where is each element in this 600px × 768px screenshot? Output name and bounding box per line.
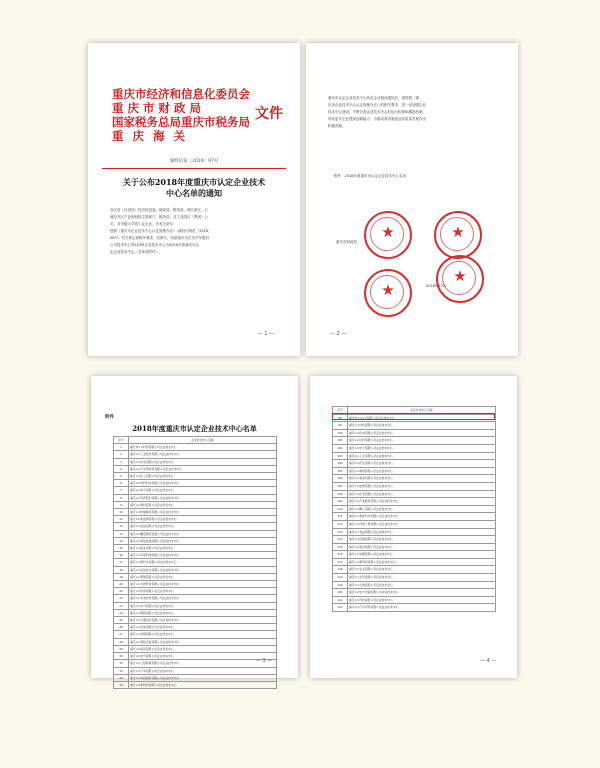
row-number: 103 (333, 452, 348, 460)
table-row (114, 487, 277, 494)
row-number: 29 (114, 645, 129, 652)
row-number: 117 (333, 558, 348, 566)
body-line: 06号）有关规定和程序要求，经研究，同意重庆市长安汽车股份 (110, 236, 209, 240)
company-name: 重庆××机电有限公司企业技术中心 (129, 458, 277, 465)
row-number: 12 (114, 523, 129, 530)
official-seal: ★ (436, 255, 484, 303)
row-number: 13 (114, 530, 129, 537)
closing-body (328, 95, 498, 130)
table-row (114, 674, 277, 681)
issue-date: 2018年12月 (426, 284, 447, 288)
issuer-4: 重庆海关 (112, 129, 194, 143)
company-name: 重庆××电子有限公司企业技术中心 (348, 444, 496, 452)
row-number: 108 (333, 490, 348, 498)
document-page-2 (306, 43, 518, 356)
table-row (114, 653, 277, 660)
body-line: 定企业技术中心（名单见附件）。 (110, 250, 163, 254)
notice-body (110, 207, 280, 256)
row-number: 109 (333, 498, 348, 506)
table-row (333, 543, 496, 551)
table-row (114, 552, 277, 559)
red-divider (102, 168, 286, 169)
company-name: 重庆××实业有限公司企业技术中心 (348, 566, 496, 574)
row-number: 25 (114, 617, 129, 624)
company-list-table (113, 436, 277, 689)
notice-title-line-2: 中心名单的通知 (166, 188, 222, 198)
table-row (333, 452, 496, 460)
company-name: 重庆××机电有限公司企业技术中心 (348, 429, 496, 437)
row-number: 107 (333, 482, 348, 490)
company-name: 重庆××制造有限公司企业技术中心 (348, 467, 496, 475)
company-name: 重庆××科技有限公司企业技术中心 (348, 596, 496, 604)
issuer-1: 重庆市经济和信息化委员会 (112, 87, 250, 101)
row-number: 121 (333, 589, 348, 597)
row-number: 115 (333, 543, 348, 551)
company-name: 重庆××化学有限公司企业技术中心 (348, 490, 496, 498)
table-row (333, 490, 496, 498)
official-seal: ★ (434, 211, 482, 259)
company-name: 重庆××模具有限公司企业技术中心 (129, 645, 277, 652)
table-row (114, 545, 277, 552)
company-name: 重庆××化工有限公司企业技术中心 (129, 473, 277, 480)
official-seal: ★ (364, 269, 412, 317)
row-number: 8 (114, 494, 129, 501)
table-row (114, 451, 277, 458)
row-number: 106 (333, 475, 348, 483)
row-number: 14 (114, 537, 129, 544)
row-number: 116 (333, 551, 348, 559)
row-number: 102 (333, 444, 348, 452)
table-row (333, 460, 496, 468)
row-number: 19 (114, 573, 129, 580)
company-name: 重庆××能源有限公司企业技术中心 (348, 482, 496, 490)
table-row (114, 444, 277, 451)
attachment-line: 附件：2018年度重庆市认定企业技术中心名单 (334, 174, 406, 178)
row-number: 24 (114, 609, 129, 616)
row-number: 7 (114, 487, 129, 494)
body-line: 司，各市级大学园工业企业、各有关单位： (110, 222, 177, 226)
table-row (114, 660, 277, 667)
table-row (333, 467, 496, 475)
company-name: 重庆××新材料有限公司企业技术中心 (129, 681, 277, 688)
row-number: 18 (114, 566, 129, 573)
row-number: 113 (333, 528, 348, 536)
row-number: 23 (114, 602, 129, 609)
table-row (114, 473, 277, 480)
document-number: 渝经信发〔2018〕97号 (169, 159, 219, 164)
table-row (114, 588, 277, 595)
table-row (114, 523, 277, 530)
page-number: — 3 — (255, 658, 272, 664)
company-name: 重庆××工程机械有限公司企业技术中心 (129, 660, 277, 667)
company-name: 重庆××食品有限公司企业技术中心 (348, 528, 496, 536)
table-header-row (114, 437, 277, 444)
company-name: 重庆××科技有限公司企业技术中心 (348, 437, 496, 445)
table-row (114, 458, 277, 465)
company-name: 重庆××电力设备有限公司企业技术中心 (348, 589, 496, 597)
table-row (333, 604, 496, 612)
issuer-3: 国家税务总局重庆市税务局 (112, 115, 250, 129)
company-name: 重庆××生物有限公司企业技术中心 (348, 581, 496, 589)
company-name: 重庆××精工有限公司企业技术中心 (348, 505, 496, 513)
table-row (114, 559, 277, 566)
company-name: 重庆××药业有限公司企业技术中心 (348, 460, 496, 468)
company-name: 重庆××电器有限公司企业技术中心 (348, 551, 496, 559)
table-row (333, 596, 496, 604)
table-row (333, 513, 496, 521)
row-number: 10 (114, 509, 129, 516)
company-name: 重庆××电气有限公司企业技术中心 (129, 653, 277, 660)
row-number: 6 (114, 480, 129, 487)
company-name: 重庆××汽车配件有限公司企业技术中心 (348, 498, 496, 506)
company-name: 重庆××汽车有限公司企业技术中心 (129, 667, 277, 674)
table-row (114, 631, 277, 638)
company-name: 重庆××动力有限公司企业技术中心 (129, 602, 277, 609)
table-row (333, 589, 496, 597)
row-number: 20 (114, 581, 129, 588)
row-number: 2 (114, 451, 129, 458)
notice-title-line-1: 关于公布2018年度重庆市认定企业技术 (122, 177, 266, 187)
table-row (114, 602, 277, 609)
body-line: 技术中心建设，不断完善企业技术中心的运行机制和激励机制， (328, 110, 426, 114)
company-name: 重庆××材料有限公司企业技术中心 (348, 422, 496, 430)
row-number: 33 (114, 674, 129, 681)
table-row (114, 617, 277, 624)
row-number: 15 (114, 545, 129, 552)
body-line: 重庆市认定企业技术中心所在企业接此通知后，请按照《重 (328, 96, 419, 100)
company-name: 重庆××工业有限公司企业技术中心 (348, 452, 496, 460)
row-number: 105 (333, 467, 348, 475)
signature-left: 重庆市财政局 (336, 240, 357, 244)
table-row (333, 429, 496, 437)
table-row (114, 624, 277, 631)
company-name: 重庆××环境工程有限公司企业技术中心 (348, 520, 496, 528)
company-name: 重庆××汽车部件有限公司企业技术中心 (348, 604, 496, 612)
company-name: 重庆××仪器仪表有限公司企业技术中心 (129, 617, 277, 624)
row-number: 26 (114, 624, 129, 631)
body-line: 各区县（自治县）经济信息委、财政局、税务局、两江新区、万 (110, 208, 208, 212)
table-row (114, 480, 277, 487)
issuer-list (112, 87, 250, 143)
table-row (114, 573, 277, 580)
row-number: 28 (114, 638, 129, 645)
attachment-label: 附件 (105, 415, 114, 420)
company-name: 重庆市××科技有限公司企业技术中心 (129, 444, 277, 451)
highlighted-row-marker (332, 413, 495, 420)
company-name: 重庆××智能装备有限公司企业技术中心 (129, 537, 277, 544)
table-row (333, 581, 496, 589)
company-name: 重庆××包装有限公司企业技术中心 (129, 624, 277, 631)
page-number: — 2 — (330, 331, 347, 337)
document-page-3 (91, 376, 298, 687)
company-name: 重庆市××××有限公司企业技术中心 (348, 414, 496, 422)
table-row (114, 516, 277, 523)
document-page-1 (88, 43, 300, 356)
document-page-4 (310, 376, 517, 678)
table-row (114, 681, 277, 688)
row-number: 118 (333, 566, 348, 574)
official-seal: ★ (364, 211, 412, 259)
row-number: 3 (114, 458, 129, 465)
company-name: 重庆××信息技术有限公司企业技术中心 (129, 566, 277, 573)
body-line: 盛经开区产业和财政主管部门，税务局，各工业园区（集团）公 (110, 215, 208, 219)
company-name: 重庆××纺织有限公司企业技术中心 (129, 588, 277, 595)
company-name: 重庆××新能源有限公司企业技术中心 (129, 516, 277, 523)
company-name: 重庆××精密制造有限公司企业技术中心 (129, 530, 277, 537)
company-name: 重庆××建设有限公司企业技术中心 (348, 543, 496, 551)
table-row (333, 422, 496, 430)
company-name: 重庆××生物科技有限公司企业技术中心 (129, 581, 277, 588)
row-number: 120 (333, 581, 348, 589)
table-row (114, 530, 277, 537)
row-number: 98 (333, 414, 348, 422)
row-number: 16 (114, 552, 129, 559)
company-name: 重庆××摩托车有限公司企业技术中心 (129, 559, 277, 566)
table-row (114, 667, 277, 674)
column-header-name: 企业技术中心名称 (348, 407, 496, 415)
table-row (333, 444, 496, 452)
body-line: 公司技术中心等123家企业技术中心为2018年度重庆市认 (110, 243, 200, 247)
row-number: 111 (333, 513, 348, 521)
body-line: 积极贡献。 (328, 124, 346, 128)
row-number: 110 (333, 505, 348, 513)
table-row (333, 536, 496, 544)
row-number: 5 (114, 473, 129, 480)
row-number: 4 (114, 465, 129, 472)
row-number: 34 (114, 681, 129, 688)
row-number: 17 (114, 559, 129, 566)
table-row (333, 437, 496, 445)
row-number: 122 (333, 596, 348, 604)
company-name: 重庆××机械有限公司企业技术中心 (348, 536, 496, 544)
table-row (333, 475, 496, 483)
issuer-2: 重庆市财政局 (112, 101, 205, 115)
table-row (114, 501, 277, 508)
company-name: 重庆××建材有限公司企业技术中心 (129, 501, 277, 508)
column-header-no: 序号 (333, 407, 348, 415)
table-row (114, 638, 277, 645)
row-number: 27 (114, 631, 129, 638)
table-row (333, 528, 496, 536)
company-name: 重庆××玻璃有限公司企业技术中心 (129, 631, 277, 638)
page-number: — 4 — (480, 658, 497, 664)
row-number: 22 (114, 595, 129, 602)
document-label: 文件 (255, 106, 283, 122)
body-line: 庆市企业技术中心认定管理办法》的相关要求，进一步加强企业 (328, 103, 426, 107)
row-number: 99 (333, 422, 348, 430)
table-row (114, 645, 277, 652)
company-name: 重庆××光学有限公司企业技术中心 (348, 574, 496, 582)
table-row (114, 581, 277, 588)
row-number: 31 (114, 660, 129, 667)
row-number: 21 (114, 588, 129, 595)
column-header-no: 序号 (114, 437, 129, 444)
table-row (114, 537, 277, 544)
company-name: 重庆××科技股份有限公司企业技术中心 (129, 674, 277, 681)
company-name: 重庆××光电科技有限公司企业技术中心 (129, 595, 277, 602)
table-row (114, 465, 277, 472)
company-name: 重庆××汽车零部件有限公司企业技术中心 (129, 465, 277, 472)
table-row (333, 482, 496, 490)
company-name: 重庆××新材料有限公司企业技术中心 (348, 558, 496, 566)
row-number: 32 (114, 667, 129, 674)
table-row (333, 574, 496, 582)
notice-title (108, 177, 280, 199)
row-number: 112 (333, 520, 348, 528)
company-list-table (332, 406, 496, 612)
table-row (114, 566, 277, 573)
company-name: 重庆××电子有限公司企业技术中心 (129, 487, 277, 494)
body-line: 按照《重庆市企业技术中心认定管理办法》（渝经信规范〔2018〕 (110, 229, 212, 233)
row-number: 1 (114, 444, 129, 451)
table-row (333, 566, 496, 574)
company-name: 重庆××医药股份有限公司企业技术中心 (129, 494, 277, 501)
row-number: 100 (333, 429, 348, 437)
list-title: 2018年度重庆市认定企业技术中心名单 (132, 424, 257, 433)
row-number: 11 (114, 516, 129, 523)
column-header-name: 企业技术中心名称 (129, 437, 277, 444)
company-name: 重庆××环保科技有限公司企业技术中心 (129, 552, 277, 559)
table-row (333, 498, 496, 506)
company-name: 重庆××食品有限公司企业技术中心 (129, 523, 277, 530)
table-row (114, 494, 277, 501)
row-number: 119 (333, 574, 348, 582)
company-name: 重庆××通信设备有限公司企业技术中心 (129, 638, 277, 645)
row-number: 9 (114, 501, 129, 508)
row-number: 123 (333, 604, 348, 612)
table-row (333, 551, 496, 559)
company-name: 重庆××装备有限公司企业技术中心 (348, 475, 496, 483)
body-line: 带动更多企业提高创新能力，为推动我市制造业高质量发展作出 (328, 117, 426, 121)
company-name: 重庆××塑胶有限公司企业技术中心 (129, 573, 277, 580)
row-number: 114 (333, 536, 348, 544)
row-number: 101 (333, 437, 348, 445)
row-number: 104 (333, 460, 348, 468)
table-row (333, 505, 496, 513)
row-number: 30 (114, 653, 129, 660)
company-name: 重庆××智能科技有限公司企业技术中心 (348, 513, 496, 521)
table-row (114, 595, 277, 602)
table-row (114, 609, 277, 616)
table-row (114, 509, 277, 516)
page-number: — 1 — (257, 331, 274, 337)
company-name: 重庆××铝业有限公司企业技术中心 (129, 545, 277, 552)
table-row (333, 520, 496, 528)
company-name: 重庆××机械制造有限公司企业技术中心 (129, 509, 277, 516)
company-name: 重庆××工业股份有限公司企业技术中心 (129, 451, 277, 458)
company-name: 重庆××钢铁有限公司企业技术中心 (129, 609, 277, 616)
company-name: 重庆××材料科技有限公司企业技术中心 (129, 480, 277, 487)
table-row (333, 558, 496, 566)
